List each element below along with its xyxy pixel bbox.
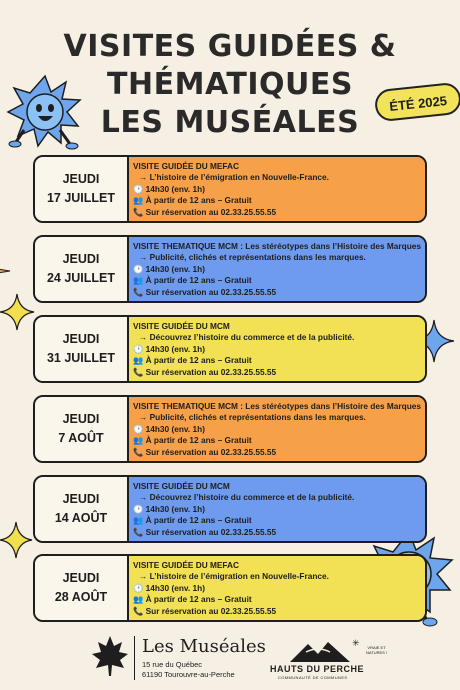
event-info bbox=[129, 317, 425, 381]
event-age: 👥 À partir de 12 ans – Gratuit bbox=[133, 435, 252, 446]
event-date-label: 17 JUILLET bbox=[46, 191, 116, 205]
event-time: 🕑 14h30 (env. 1h) bbox=[133, 183, 205, 194]
event-date-label: 14 AOÛT bbox=[54, 511, 108, 525]
event-info bbox=[129, 397, 425, 461]
event-time: 🕑 14h30 (env. 1h) bbox=[133, 582, 205, 593]
event-day: JEUDI bbox=[62, 571, 100, 585]
sparkle-icon bbox=[0, 292, 36, 332]
event-time: 🕑 14h30 (env. 1h) bbox=[133, 503, 205, 514]
season-badge: ÉTÉ 2025 bbox=[374, 82, 460, 123]
event-desc: → L’histoire de l’émigration en Nouvelle-France. bbox=[139, 172, 329, 183]
event-card bbox=[33, 395, 427, 463]
event-age: 👥 À partir de 12 ans – Gratuit bbox=[133, 594, 252, 605]
event-title: VISITE GUIDÉE DU MEFAC bbox=[133, 560, 240, 570]
event-date-label: 28 AOÛT bbox=[54, 590, 108, 604]
event-card bbox=[33, 475, 427, 543]
event-day: JEUDI bbox=[62, 412, 100, 426]
event-age: 👥 À partir de 12 ans – Gratuit bbox=[133, 515, 252, 526]
event-card bbox=[33, 554, 427, 622]
event-day: JEUDI bbox=[62, 172, 100, 186]
event-info bbox=[129, 237, 425, 301]
event-booking: 📞 Sur réservation au 02.33.25.55.55 bbox=[133, 206, 277, 217]
museales-name: Les Muséales bbox=[142, 636, 266, 657]
event-info bbox=[129, 556, 425, 620]
event-day: JEUDI bbox=[62, 252, 100, 266]
mountains-icon bbox=[270, 636, 380, 664]
event-title: VISITE GUIDÉE DU MCM bbox=[133, 321, 230, 331]
svg-text:✳: ✳ bbox=[352, 638, 360, 648]
event-booking: 📞 Sur réservation au 02.33.25.55.55 bbox=[133, 526, 277, 537]
event-date bbox=[35, 477, 129, 541]
event-card bbox=[33, 155, 427, 223]
event-date bbox=[35, 237, 129, 301]
event-title: VISITE GUIDÉE DU MCM bbox=[133, 481, 230, 491]
event-date-label: 31 JUILLET bbox=[46, 351, 116, 365]
museales-address: 15 rue du Québec 61190 Tourouvre-au-Perche bbox=[142, 660, 235, 679]
event-date-label: 7 AOÛT bbox=[58, 431, 104, 445]
event-age: 👥 À partir de 12 ans – Gratuit bbox=[133, 275, 252, 286]
event-desc: → Publicité, clichés et représentations dans les marques. bbox=[139, 412, 366, 423]
event-age: 👥 À partir de 12 ans – Gratuit bbox=[133, 355, 252, 366]
event-card bbox=[33, 315, 427, 383]
event-age: 👥 À partir de 12 ans – Gratuit bbox=[133, 195, 252, 206]
event-date bbox=[35, 157, 129, 221]
event-time: 🕑 14h30 (env. 1h) bbox=[133, 423, 205, 434]
hauts-du-perche-subtitle: COMMUNAUTÉ DE COMMUNES bbox=[278, 675, 348, 680]
event-title: VISITE THEMATIQUE MCM : Les stéréotypes dans l’Histoire des Marques bbox=[133, 241, 421, 251]
event-title: VISITE GUIDÉE DU MEFAC bbox=[133, 161, 240, 171]
event-booking: 📞 Sur réservation au 02.33.25.55.55 bbox=[133, 446, 277, 457]
event-date-label: 24 JUILLET bbox=[46, 271, 116, 285]
hauts-du-perche-name: HAUTS DU PERCHE bbox=[270, 664, 365, 674]
event-booking: 📞 Sur réservation au 02.33.25.55.55 bbox=[133, 366, 277, 377]
title-line-3: LES MUSÉALES bbox=[100, 105, 360, 140]
event-day: JEUDI bbox=[62, 492, 100, 506]
event-booking: 📞 Sur réservation au 02.33.25.55.55 bbox=[133, 286, 277, 297]
event-info bbox=[129, 477, 425, 541]
event-time: 🕑 14h30 (env. 1h) bbox=[133, 263, 205, 274]
event-day: JEUDI bbox=[62, 332, 100, 346]
event-info bbox=[129, 157, 425, 221]
event-date bbox=[35, 556, 129, 620]
hauts-du-perche-tagline: VRAIE ET NATURES ! bbox=[366, 645, 388, 655]
event-card bbox=[33, 235, 427, 303]
event-desc: → L’histoire de l’émigration en Nouvelle-France. bbox=[139, 571, 329, 582]
title-line-2: THÉMATIQUES bbox=[107, 67, 353, 102]
event-time: 🕑 14h30 (env. 1h) bbox=[133, 343, 205, 354]
sun-mascot-icon bbox=[6, 72, 84, 156]
footer-divider bbox=[134, 636, 135, 680]
sparkle-icon bbox=[0, 264, 12, 278]
event-desc: → Publicité, clichés et représentations dans les marques. bbox=[139, 252, 366, 263]
maple-leaf-icon bbox=[90, 634, 130, 678]
sparkle-icon bbox=[0, 520, 34, 560]
event-title: VISITE THEMATIQUE MCM : Les stéréotypes dans l’Histoire des Marques bbox=[133, 401, 421, 411]
event-date bbox=[35, 317, 129, 381]
event-date bbox=[35, 397, 129, 461]
event-booking: 📞 Sur réservation au 02.33.25.55.55 bbox=[133, 605, 277, 616]
event-desc: → Découvrez l’histoire du commerce et de la publicité. bbox=[139, 492, 355, 503]
title-line-1: VISITES GUIDÉES & bbox=[63, 29, 397, 64]
event-desc: → Découvrez l’histoire du commerce et de la publicité. bbox=[139, 332, 355, 343]
